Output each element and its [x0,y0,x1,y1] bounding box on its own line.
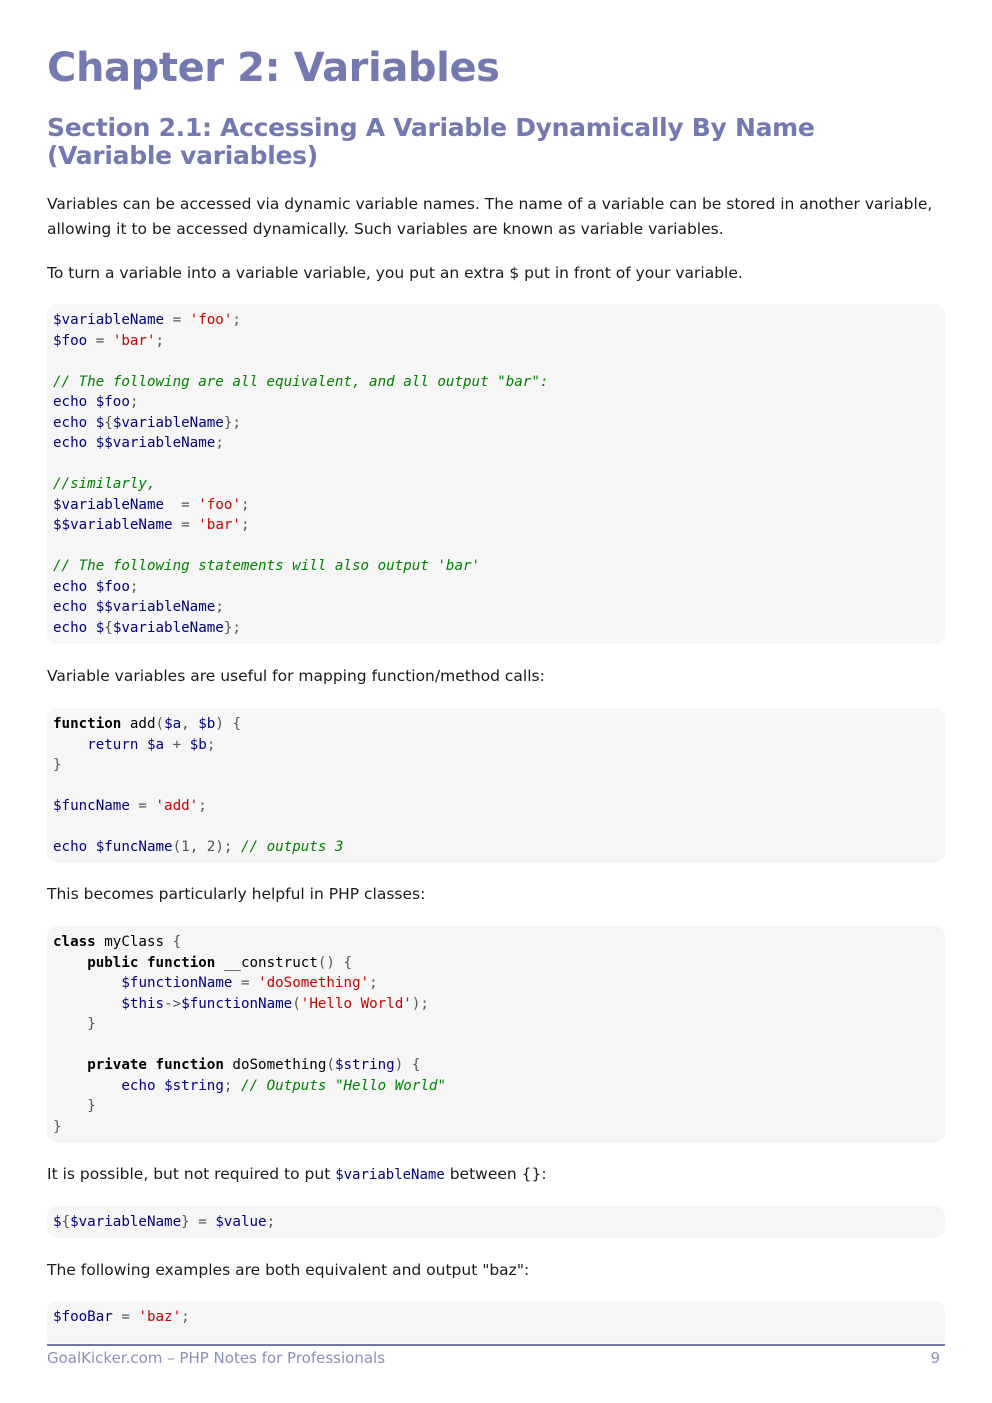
code-line: $fooBar = 'baz'; [53,1309,190,1325]
code-line: //similarly, [53,476,156,492]
code-line: echo $foo; [53,578,139,595]
paragraph-variable-variable: To turn a variable into a variable variable, you put an extra $ put in front of your variable. [47,264,743,282]
code-line: public function __construct() { [87,954,353,971]
paragraph-braces-after: between {}: [444,1165,547,1183]
code-line: // The following statements will also output 'bar' [53,558,481,574]
inline-code-variable-name: $variableName [335,1167,445,1183]
code-line: $this->$functionName('Hello World'); [121,995,429,1012]
code-line: } [87,1016,96,1032]
code-line: private function doSomething($string) { [87,1057,421,1073]
code-line: echo $$variableName; [53,599,224,615]
code-line: function add($a, $b) { [53,716,241,732]
code-block-3 [47,926,945,1143]
footer-divider [47,1344,945,1346]
code-line: echo ${$variableName}; [53,619,241,636]
code-line: $$variableName = 'bar'; [53,517,250,533]
code-line: $variableName = 'foo'; [53,312,241,328]
paragraph-mapping: Variable variables are useful for mapping function/method calls: [47,667,545,685]
code-line: return $a + $b; [87,736,216,753]
code-line: echo $$variableName; [53,435,224,451]
code-line: $funcName = 'add'; [53,798,207,814]
paragraph-braces-before: It is possible, but not required to put [47,1165,336,1183]
page-number: 9 [930,1349,940,1367]
code-block-1 [47,304,945,644]
code-line: ${$variableName} = $value; [53,1214,276,1230]
code-line: $functionName = 'doSomething'; [121,975,378,991]
chapter-title: Chapter 2: Variables [47,45,500,91]
paragraph-classes: This becomes particularly helpful in PHP classes: [47,885,426,903]
code-line: echo $foo; [53,394,139,410]
section-title: Section 2.1: Accessing A Variable Dynamically By Name (Variable variables) [47,113,815,170]
code-block-4 [47,1206,945,1238]
code-line: class myClass { [53,934,182,950]
code-block-2 [47,708,945,863]
code-line: echo $string; // Outputs "Hello World" [121,1077,446,1094]
code-line: echo $funcName(1, 2); // outputs 3 [53,839,344,855]
code-line: } [53,1118,62,1135]
code-line: $foo = 'bar'; [53,332,165,349]
code-line: $variableName = 'foo'; [53,496,250,513]
code-line: } [53,757,62,773]
code-line: echo ${$variableName}; [53,414,241,431]
footer-source: GoalKicker.com – PHP Notes for Professionals [47,1349,386,1367]
paragraph-intro: Variables can be accessed via dynamic variable names. The name of a variable can be stored in another variable, allowing it to be accessed dynamically. Such variables are known as variable variables. [47,195,933,238]
code-line: // The following are all equivalent, and all output "bar": [53,373,549,390]
code-block-5 [47,1301,945,1343]
paragraph-braces [47,1162,945,1188]
code-line: } [87,1098,96,1114]
paragraph-equivalent: The following examples are both equivalent and output "baz": [47,1261,530,1279]
